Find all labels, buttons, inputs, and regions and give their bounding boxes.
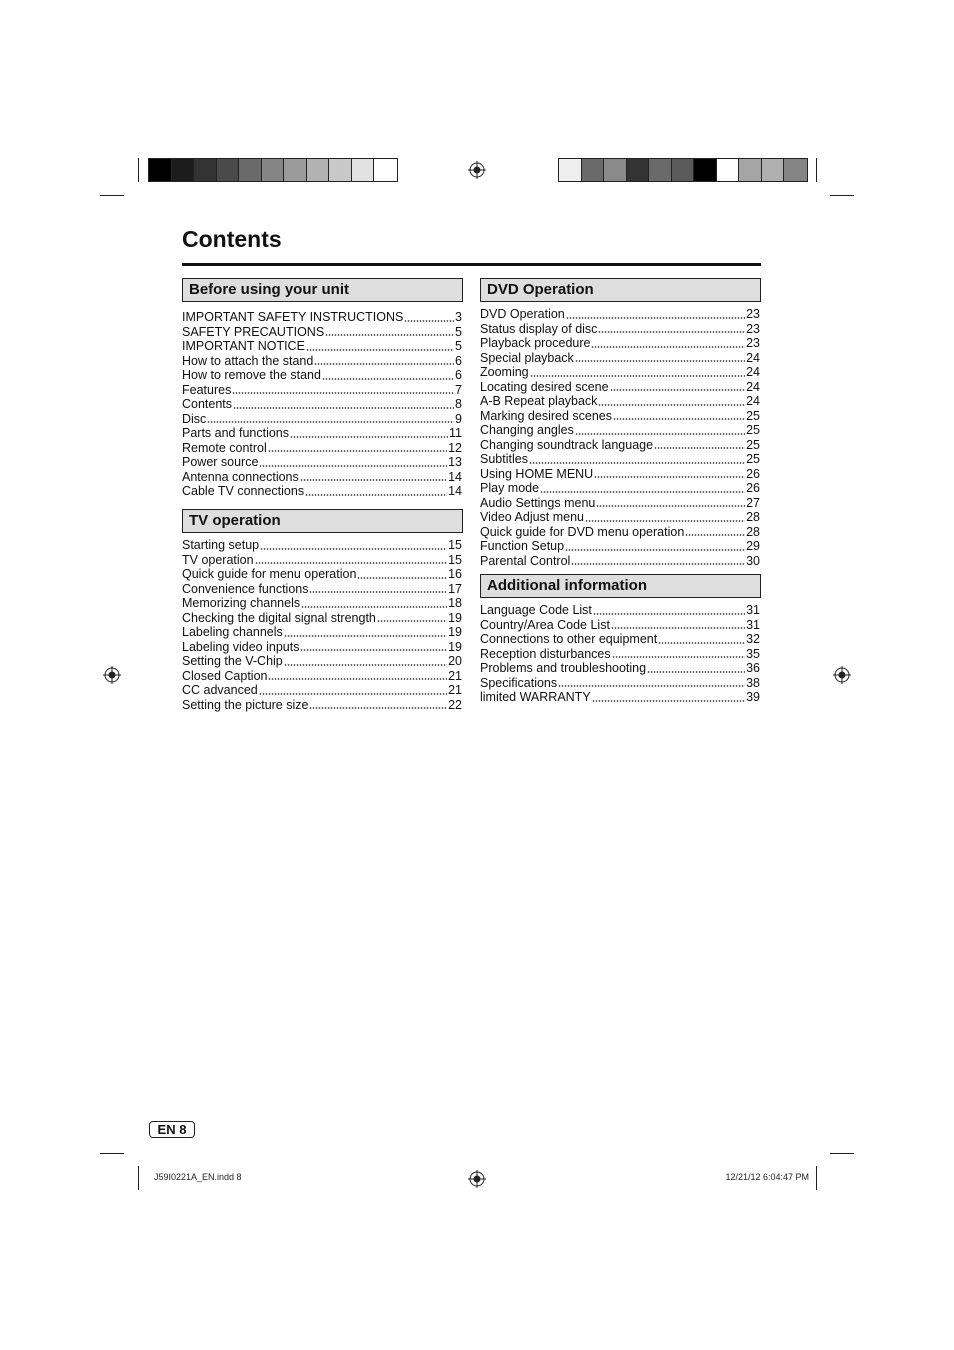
toc-entry [480,365,760,380]
color-swatch [627,159,650,181]
toc-entry [480,481,760,496]
dot-leader [268,450,447,452]
dot-leader [260,548,447,550]
toc-entry [182,582,462,597]
toc-entry-page: 18 [448,596,462,610]
registration-mark-icon [833,666,851,684]
section-heading-tv-operation: TV operation [182,509,463,533]
toc-entry [182,538,462,553]
dot-leader [322,378,454,380]
toc-entry-page: 9 [455,411,462,426]
page-number-badge: EN 8 [149,1121,195,1138]
toc-entry [182,640,462,655]
toc-entry-label: SAFETY PRECAUTIONS [182,324,325,339]
toc-entry-page: 29 [746,539,760,553]
toc-entry-page: 28 [746,510,760,524]
toc-entry-page: 30 [746,553,760,568]
toc-entry-label: DVD Operation [480,307,565,321]
toc-entry-page: 39 [746,690,760,704]
toc-entry-page: 23 [746,336,760,350]
dot-leader [585,520,745,522]
toc-entry [182,683,462,698]
toc-entry-page: 25 [746,437,760,452]
toc-entry-page: 19 [448,639,462,654]
toc-entry-label: Remote control [182,440,267,455]
toc-entry [480,394,760,409]
toc-entry-label: Changing soundtrack language [480,437,654,452]
toc-entry-label: Play mode [480,481,540,495]
toc-entry-label: Status display of disc [480,321,598,336]
toc-entry [480,336,760,351]
toc-entry-label: Using HOME MENU [480,466,594,481]
toc-entry [480,496,760,511]
toc-entry [480,409,760,424]
toc-entry [480,510,760,525]
toc-entry [182,611,462,626]
section-heading-before-using: Before using your unit [182,278,463,302]
crop-mark [816,1166,817,1190]
dot-leader [654,447,745,449]
toc-entry-page: 25 [746,408,760,423]
crop-mark [830,195,854,196]
toc-entry-label: Subtitles [480,452,528,466]
dot-leader [309,591,447,593]
toc-entry-page: 26 [746,481,760,495]
crop-mark [100,195,124,196]
crop-mark [100,1153,124,1154]
toc-entry [182,368,462,383]
toc-entry-label: Cable TV connections [182,484,305,498]
toc-entry-page: 28 [746,524,760,539]
toc-entry [182,669,462,684]
toc-entry-label: Special playback [480,350,574,365]
toc-entry-label: Contents [182,397,233,411]
toc-entry [182,596,462,611]
dot-leader [284,664,447,666]
crop-mark [138,158,139,182]
toc-entry-label: Disc [182,411,207,426]
toc-entry-page: 27 [746,495,760,510]
dot-leader [558,685,745,687]
toc-entry [182,654,462,669]
toc-entry-page: 23 [746,307,760,321]
color-swatch [262,159,285,181]
toc-entry-page: 15 [448,552,462,567]
toc-entry-page: 24 [746,379,760,394]
toc-entry-label: Setting the picture size [182,697,309,712]
toc-list-additional-info [480,603,760,705]
dot-leader [566,317,745,319]
dot-leader [306,349,454,351]
dot-leader [207,421,454,423]
color-swatch [284,159,307,181]
toc-entry [182,383,462,398]
toc-entry [182,354,462,369]
toc-entry-page: 25 [746,423,760,437]
toc-entry-page: 17 [448,581,462,596]
toc-entry [480,554,760,569]
toc-entry-page: 5 [455,324,462,339]
toc-entry-page: 26 [746,466,760,481]
dot-leader [529,462,745,464]
toc-entry-label: Features [182,382,232,397]
dot-leader [593,613,745,615]
toc-entry-page: 25 [746,452,760,466]
toc-entry-label: Playback procedure [480,336,591,350]
toc-entry [480,647,760,662]
color-swatch [604,159,627,181]
dot-leader [309,707,447,709]
color-swatch [762,159,785,181]
toc-entry [480,467,760,482]
color-bar-left [148,158,398,182]
toc-entry-label: TV operation [182,552,254,567]
color-swatch [649,159,672,181]
dot-leader [300,479,447,481]
toc-entry-page: 20 [448,654,462,668]
dot-leader [255,562,448,564]
color-swatch [217,159,240,181]
color-swatch [694,159,717,181]
toc-entry-label: IMPORTANT SAFETY INSTRUCTIONS [182,310,404,324]
toc-entry-label: How to remove the stand [182,368,321,382]
dot-leader [613,418,745,420]
toc-entry-page: 36 [746,661,760,675]
toc-entry-page: 22 [448,697,462,712]
toc-entry-page: 6 [455,353,462,368]
toc-entry [480,307,760,322]
toc-entry-page: 24 [746,365,760,379]
toc-entry-page: 7 [455,382,462,397]
toc-entry-page: 31 [746,617,760,632]
toc-entry-label: Power source [182,455,259,469]
toc-list-before-using [182,310,462,499]
dot-leader [575,433,745,435]
toc-entry-page: 24 [746,350,760,365]
toc-entry [182,325,462,340]
color-swatch [582,159,605,181]
toc-entry-page: 21 [448,668,462,683]
toc-entry-label: Labeling channels [182,625,283,639]
toc-entry [480,676,760,691]
toc-entry [480,618,760,633]
toc-entry [480,632,760,647]
dot-leader [611,627,745,629]
color-bar-right [558,158,808,182]
registration-mark-icon [468,1170,486,1188]
toc-entry-label: Antenna connections [182,469,299,484]
dot-leader [592,700,745,702]
toc-entry-page: 24 [746,394,760,408]
toc-entry-label: Reception disturbances [480,646,611,661]
toc-entry-page: 14 [448,469,462,484]
toc-entry [480,322,760,337]
toc-entry-label: Audio Settings menu [480,495,596,510]
toc-entry-label: Convenience functions [182,581,309,596]
toc-entry [182,455,462,470]
toc-entry [182,412,462,427]
toc-entry-label: Language Code List [480,603,592,617]
toc-entry-label: Problems and troubleshooting [480,661,647,675]
dot-leader [290,436,448,438]
toc-entry-label: Quick guide for menu operation [182,567,357,581]
dot-leader [284,635,447,637]
dot-leader [301,606,447,608]
toc-entry [182,698,462,713]
toc-entry-page: 35 [746,646,760,661]
dot-leader [610,389,746,391]
toc-entry [182,426,462,441]
toc-entry [480,380,760,395]
title-divider [182,263,761,266]
registration-mark-icon [103,666,121,684]
dot-leader [612,656,745,658]
dot-leader [259,693,447,695]
dot-leader [300,649,447,651]
toc-entry [182,567,462,582]
dot-leader [571,563,745,565]
color-swatch [172,159,195,181]
toc-entry-label: Zooming [480,365,529,379]
toc-entry-page: 19 [448,610,462,625]
toc-list-tv-operation [182,538,462,712]
dot-leader [596,505,745,507]
color-swatch [739,159,762,181]
toc-entry-label: limited WARRANTY [480,690,591,704]
section-heading-dvd-operation: DVD Operation [480,278,761,302]
toc-entry-page: 21 [448,683,462,697]
color-swatch [559,159,582,181]
toc-entry [182,310,462,325]
toc-entry [480,539,760,554]
toc-entry-label: Specifications [480,675,558,690]
toc-entry-page: 8 [455,397,462,411]
toc-list-dvd-operation [480,307,760,568]
dot-leader [233,407,454,409]
color-swatch [329,159,352,181]
toc-entry-label: Country/Area Code List [480,617,610,632]
crop-mark [816,158,817,182]
page-title: Contents [182,226,282,252]
dot-leader [598,404,745,406]
dot-leader [259,465,447,467]
dot-leader [658,642,745,644]
toc-entry-label: Memorizing channels [182,596,301,610]
dot-leader [377,620,447,622]
color-swatch [717,159,740,181]
toc-entry-label: Labeling video inputs [182,639,300,654]
toc-entry [182,625,462,640]
toc-entry [182,339,462,354]
toc-entry-label: A-B Repeat playback [480,394,598,408]
dot-leader [575,360,745,362]
toc-entry [480,452,760,467]
toc-entry-label: Function Setup [480,539,565,553]
toc-entry-label: Changing angles [480,423,574,437]
toc-entry [182,397,462,412]
toc-entry [480,661,760,676]
footer-filename: J59I0221A_EN.indd 8 [154,1172,242,1182]
toc-entry-page: 15 [448,538,462,552]
dot-leader [232,392,454,394]
toc-entry [480,525,760,540]
toc-entry-label: Parts and functions [182,426,290,440]
dot-leader [314,363,454,365]
toc-entry-label: Parental Control [480,553,571,568]
toc-entry-page: 16 [448,567,462,581]
toc-entry-page: 31 [746,603,760,617]
toc-entry-page: 32 [746,632,760,646]
toc-entry-label: Setting the V-Chip [182,654,283,668]
toc-entry [182,484,462,499]
dot-leader [565,549,745,551]
toc-entry-label: Locating desired scene [480,379,609,394]
color-swatch [307,159,330,181]
toc-entry-label: Closed Caption [182,668,268,683]
color-swatch [239,159,262,181]
toc-entry-page: 19 [448,625,462,639]
toc-entry [480,690,760,705]
toc-entry-label: Video Adjust menu [480,510,585,524]
toc-entry-page: 3 [455,310,462,324]
color-swatch [149,159,172,181]
toc-entry-label: Quick guide for DVD menu operation [480,524,685,539]
dot-leader [594,476,745,478]
toc-entry [480,423,760,438]
toc-entry-label: IMPORTANT NOTICE [182,339,305,353]
dot-leader [647,671,745,673]
toc-entry [182,470,462,485]
toc-entry-page: 11 [449,426,462,440]
color-swatch [374,159,397,181]
footer-timestamp: 12/21/12 6:04:47 PM [725,1172,809,1182]
toc-entry [480,603,760,618]
color-swatch [352,159,375,181]
toc-entry-page: 5 [455,339,462,353]
dot-leader [685,534,745,536]
toc-entry [182,553,462,568]
color-swatch [194,159,217,181]
dot-leader [268,678,447,680]
toc-entry-label: Starting setup [182,538,260,552]
toc-entry [480,438,760,453]
toc-entry-label: How to attach the stand [182,353,314,368]
dot-leader [404,320,454,322]
toc-entry-label: Checking the digital signal strength [182,610,376,625]
dot-leader [598,331,745,333]
toc-entry-label: Connections to other equipment [480,632,658,646]
toc-entry-page: 23 [746,321,760,336]
dot-leader [325,334,454,336]
dot-leader [591,346,745,348]
toc-entry-page: 38 [746,675,760,690]
toc-entry-page: 12 [448,440,462,455]
toc-entry-page: 6 [455,368,462,382]
toc-entry-page: 13 [448,455,462,469]
toc-entry [480,351,760,366]
registration-mark-icon [468,161,486,179]
crop-mark [830,1153,854,1154]
crop-mark [138,1166,139,1190]
color-swatch [672,159,695,181]
dot-leader [357,577,447,579]
dot-leader [540,491,745,493]
toc-entry-label: CC advanced [182,683,258,697]
dot-leader [305,494,447,496]
toc-entry-page: 14 [448,484,462,498]
toc-entry-label: Marking desired scenes [480,408,613,423]
color-swatch [784,159,807,181]
toc-entry [182,441,462,456]
dot-leader [530,375,745,377]
section-heading-additional-info: Additional information [480,574,761,598]
